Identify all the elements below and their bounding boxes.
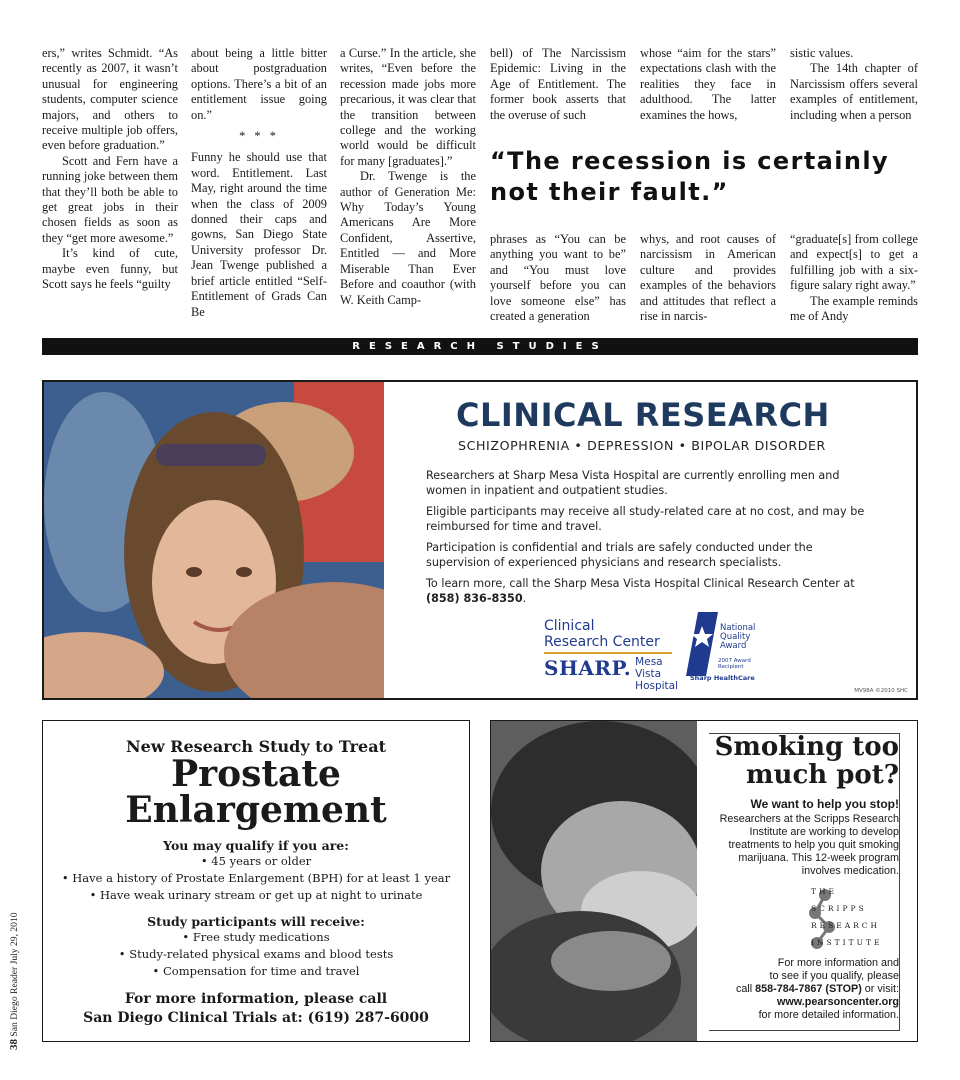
ad-paragraph: Researchers at Sharp Mesa Vista Hospital are currently enrolling men and women in inpatient and outpatient studies. [426,469,840,497]
qualify-heading: You may qualify if you are: [163,838,349,853]
article-column-1 [42,46,178,293]
qualify-item: • Have weak urinary stream or get up at night to urinate [89,888,423,902]
ad-title: CLINICAL RESEARCH [456,396,830,434]
receive-item: • Study-related physical exams and blood tests [118,947,394,961]
ad-subheading: We want to help you stop! [750,797,899,811]
prostate-study-ad [42,720,470,1042]
article-column-6-top [790,46,918,123]
ad-body [426,468,876,612]
ad-phone: 858-784-7867 (STOP) [755,983,862,995]
award-year: 2007 Award Recipient [718,658,751,670]
article-paragraph: The example reminds me of Andy [790,293,918,324]
article-paragraph: Dr. Twenge is the author of Generation Me: Why Today’s Young Americans Are More Confident, Assertive, Entitled — and More Miserable Than Ever Before and coauthor (with W. Keith Camp- [340,169,476,307]
article-paragraph: The 14th chapter of Narcissism offers several examples of entitlement, including when a person [790,61,918,122]
ad-subtitle: SCHIZOPHRENIA • DEPRESSION • BIPOLAR DISORDER [458,438,826,453]
receive-item: • Free study medications [182,930,330,944]
page-number: 38 [8,1039,20,1050]
article-paragraph: whys, and root causes of narcissism in American culture and provides examples of the behaviors and attitudes that reflect a rise in narcis- [640,232,776,324]
logo-rule [544,652,672,654]
logo-line: Clinical [544,618,595,634]
logo-line: Mesa Vista [635,656,663,680]
contact-line: for more detailed information. [758,1009,899,1021]
article-paragraph: ers,” writes Schmidt. “As recently as 2007, it wasn’t unusual for engineering students, computer science majors, and others to receive multiple job offers, even before graduation.” [42,46,178,153]
ad-phone: (858) 836-8350 [426,592,523,605]
contact-text: call [735,983,753,995]
ad-headline: Enlargement [125,789,387,831]
contact-text: or visit: [864,983,899,995]
article-column-4-bottom [490,232,626,324]
logo-line: RESEARCH [811,921,881,930]
clinical-research-ad [42,380,918,700]
award-name: National Quality Award [720,623,756,651]
article-column-6-bottom [790,232,918,324]
sharp-logo-row [544,656,684,692]
article-paragraph: a Curse.” In the article, she writes, “Even before the recession made jobs more precarious, it was clear that the transition between college and the working world would be difficult for many [graduates].” [340,46,476,168]
receive-heading: Study participants will receive: [147,914,365,929]
article-column-2 [191,46,327,320]
article-paragraph: bell) of The Narcissism Epidemic: Living in the Age of Entitlement. The former book asserts that the overuse of such [490,46,626,122]
article-column-5-bottom [640,232,776,324]
quality-award-logo [684,608,764,686]
page-folio [8,912,20,1050]
sharp-crc-logo [544,618,684,692]
logo-line: THE [811,887,838,896]
contact-phone: San Diego Clinical Trials at: (619) 287-6000 [83,1010,429,1026]
smoking-study-ad [490,720,918,1042]
ad-url: www.pearsoncenter.org [777,996,899,1008]
award-org: Sharp HealthCare [690,674,755,682]
ad-body: Researchers at the Scripps Research Institute are working to develop treatments to help you quit smoking marijuana. This 12-week program involves medication. [719,813,899,877]
pull-quote: “The recession is certainly not their fault.” [490,147,890,206]
ad-contact [701,957,899,1022]
ad-photo-smoker [491,721,697,1041]
ad-paragraph: Eligible participants may receive all study-related care at no cost, and may be reimbursed for time and travel. [426,505,865,533]
ad-code: MV98A ©2010 SHC [854,688,908,694]
contact-line: For more information and [777,957,899,969]
qualify-item: • 45 years or older [200,854,312,868]
section-break: * * * [239,129,279,144]
article-paragraph: about being a little bitter about postgraduation options. There’s a bit of an entitlement issue going on.” [191,46,327,122]
article-paragraph: whose “aim for the stars” expectations clash with the realities they face in adulthood. The latter examines the hows, [640,46,776,122]
article-paragraph: sistic values. [790,46,854,60]
receive-item: • Compensation for time and travel [152,964,360,978]
article-paragraph: Scott and Fern have a running joke between them that they’ll both be able to get great jobs in their chosen fields as soon as they “get more awesome.” [42,153,178,245]
sharp-wordmark: SHARP. [544,656,632,680]
scripps-logo-text [811,883,907,951]
photo-illustration [491,721,697,1041]
publication-date: San Diego Reader July 29, 2010 [9,912,20,1037]
headline-line: much pot? [746,760,899,790]
logo-line: INSTITUTE [811,938,883,947]
article-column-3 [340,46,476,308]
contact-line [701,983,899,996]
logo-line: SCRIPPS [811,904,867,913]
ad-paragraph: To learn more, call the Sharp Mesa Vista Hospital Clinical Research Center at (858) 836-8350. [426,577,855,605]
photo-illustration [44,382,384,698]
ad-photo-young-woman [44,382,384,698]
logo-line: Hospital [635,680,679,692]
ad-headline [691,733,899,789]
ad-paragraph: Participation is confidential and trials are safely conducted under the supervision of experienced physicians and research specialists. [426,541,813,569]
contact-url [701,996,899,1009]
article-paragraph: phrases as “You can be anything you want to be” and “You must love yourself before you can love someone else” has created a generation [490,232,626,324]
article-column-5-top [640,46,776,123]
logo-line: Research Center [544,634,660,650]
article-paragraph: Funny he should use that word. Entitlement. Last May, right around the time when the class of 2009 donned their caps and gowns, San Diego State University professor Dr. Jean Twenge published a brief article entitled “Self-Entitlement of Grads Can Be [191,150,327,319]
article-column-4-top [490,46,626,123]
contact-line: For more information, please call [124,991,388,1007]
ad-kicker: New Research Study to Treat [126,737,386,756]
mesa-vista-name [635,656,684,692]
ad-contact-text: To learn more, call the Sharp Mesa Vista Hospital Clinical Research Center at [426,577,855,590]
article-paragraph: “graduate[s] from college and expect[s] to get a fulfilling job with a six-figure salary right away.” [790,232,918,293]
ad-headline: Prostate [171,753,341,795]
qualify-item: • Have a history of Prostate Enlargement (BPH) for at least 1 year [61,871,451,885]
section-header: RESEARCH STUDIES [42,338,918,355]
article-paragraph: It’s kind of cute, maybe even funny, but Scott says he feels “guilty [42,246,178,292]
contact-line: to see if you qualify, please [769,970,899,982]
headline-line: Smoking too [714,732,899,762]
